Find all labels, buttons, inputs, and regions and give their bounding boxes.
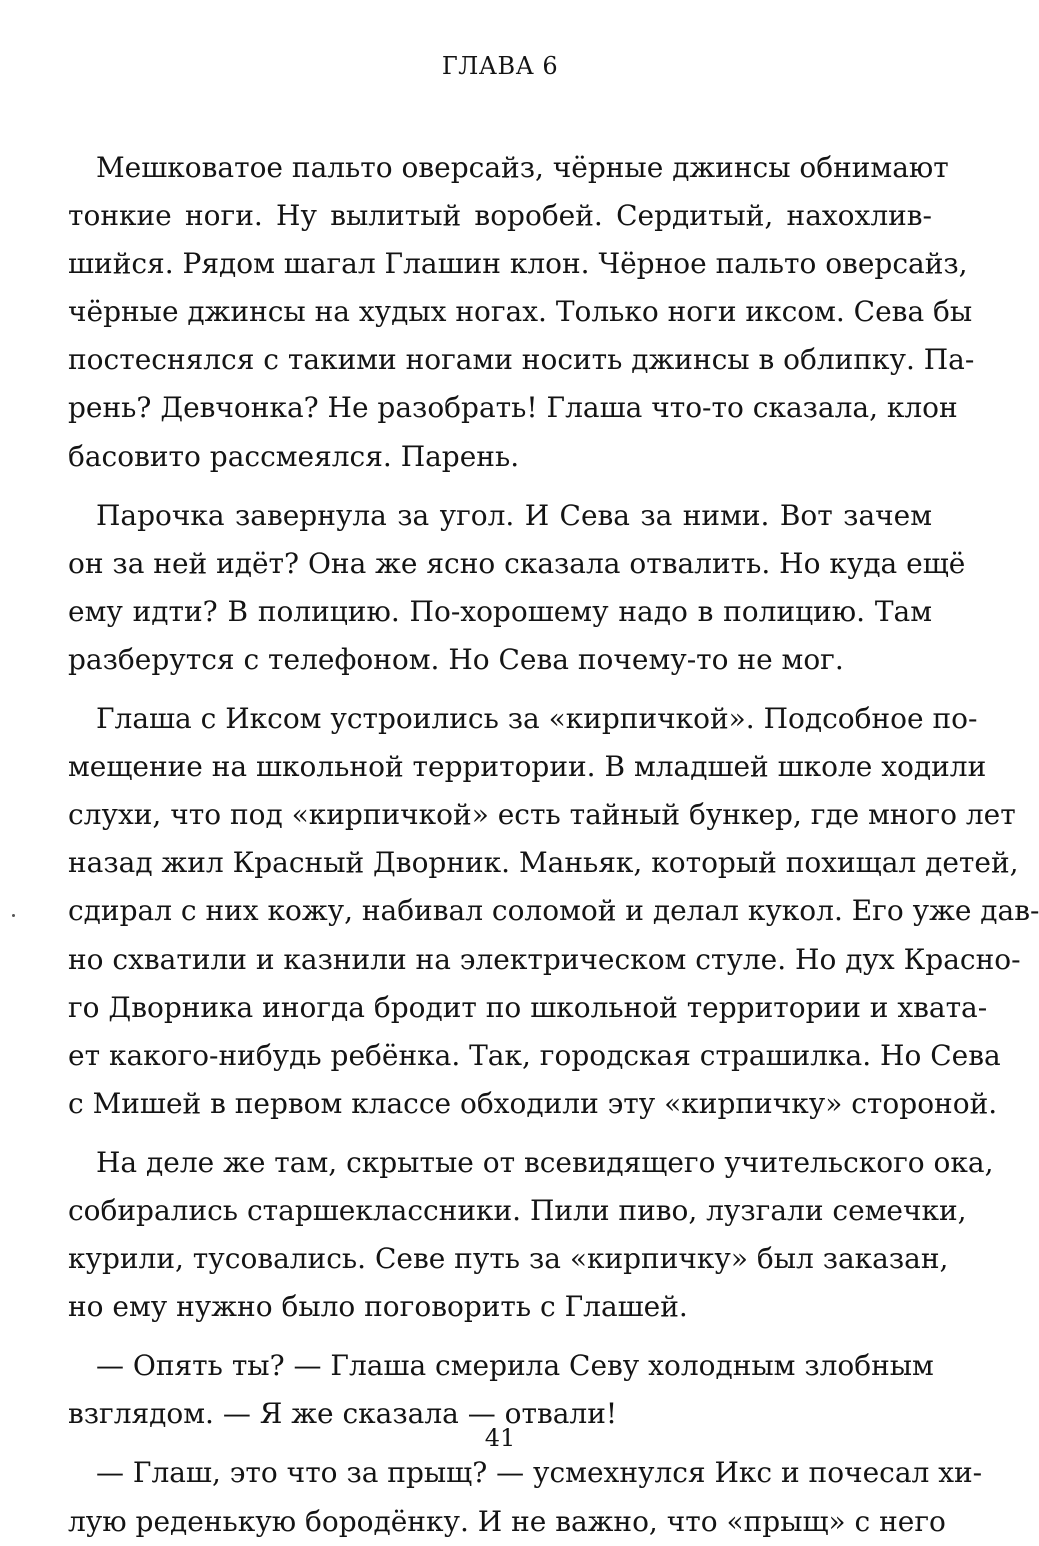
paragraph: [68, 695, 1039, 1128]
paragraph: [68, 492, 966, 684]
running-head: ГЛАВА 6: [441, 52, 559, 80]
scan-speck: [12, 914, 15, 917]
text-line: постеснялся с такими ногами носить джинсы в облипку. Па-: [68, 343, 975, 377]
text-line: Глаша с Иксом устроились за «кирпичкой». Подсобное по-: [96, 702, 978, 736]
text-line: шийся. Рядом шагал Глашин клон. Чёрное пальто оверсайз,: [68, 247, 968, 281]
text-line: чёрные джинсы на худых ногах. Только ноги иксом. Сева бы: [68, 295, 973, 329]
text-line: Мешковатое пальто оверсайз, чёрные джинсы обнимают: [96, 151, 949, 184]
text-line: На деле же там, скрытые от всевидящего учительского ока,: [96, 1145, 994, 1179]
text-line: сдирал с них кожу, набивал соломой и делал кукол. Его уже дав-: [68, 894, 1039, 928]
text-line: — Глаш, это что за прыщ? — усмехнулся Икс и почесал хи-: [96, 1456, 983, 1490]
text-line: лую реденькую бородёнку. И не важно, что «прыщ» с него: [68, 1504, 946, 1538]
text-line: с Мишей в первом классе обходили эту «кирпичку» стороной.: [68, 1086, 998, 1120]
text-line: но схватили и казнили на электрическом стуле. Но дух Красно-: [68, 942, 1021, 976]
text-line: слухи, что под «кирпичкой» есть тайный бункер, где много лет: [68, 798, 1016, 832]
paragraph-gap: [68, 481, 932, 492]
text-line: тонкие ноги. Ну вылитый воробей. Сердитый, нахохлив-: [68, 199, 932, 233]
text-line: собирались старшеклассники. Пили пиво, лузгали семечки,: [68, 1193, 967, 1227]
paragraph-gap: [68, 1331, 932, 1342]
paragraph-gap: [68, 684, 932, 695]
text-line: но ему нужно было поговорить с Глашей.: [68, 1290, 688, 1324]
paragraph-gap: [68, 1128, 932, 1139]
text-line: басовито рассмеялся. Парень.: [68, 439, 520, 473]
paragraph: [68, 1139, 994, 1331]
text-line: разберутся с телефоном. Но Сева почему-то не мог.: [68, 642, 844, 676]
text-line: назад жил Красный Дворник. Маньяк, который похищал детей,: [68, 846, 1019, 880]
text-line: Парочка завернула за угол. И Сева за ними. Вот зачем: [96, 498, 932, 532]
paragraph: [68, 144, 975, 481]
text-line: мещение на школьной территории. В младшей школе ходили: [68, 750, 987, 784]
text-line: ему идти? В полицию. По-хорошему надо в полицию. Там: [68, 594, 932, 628]
text-line: рень? Девчонка? Не разобрать! Глаша что-то сказала, клон: [68, 391, 958, 425]
paragraph: [68, 1449, 983, 1545]
text-line: — Опять ты? — Глаша смерила Севу холодным злобным: [96, 1349, 934, 1383]
text-line: курили, тусовались. Севе путь за «кирпичку» был заказан,: [68, 1242, 949, 1276]
text-line: ет какого-нибудь ребёнка. Так, городская страшилка. Но Сева: [68, 1038, 1001, 1072]
page-number: 41: [484, 1424, 516, 1452]
text-line: взглядом. — Я же сказала — отвали!: [68, 1397, 618, 1431]
text-line: го Дворника иногда бродит по школьной территории и хвата-: [68, 990, 988, 1024]
body-text: [68, 144, 1039, 1546]
text-line: он за ней идёт? Она же ясно сказала отвалить. Но куда ещё: [68, 546, 966, 580]
